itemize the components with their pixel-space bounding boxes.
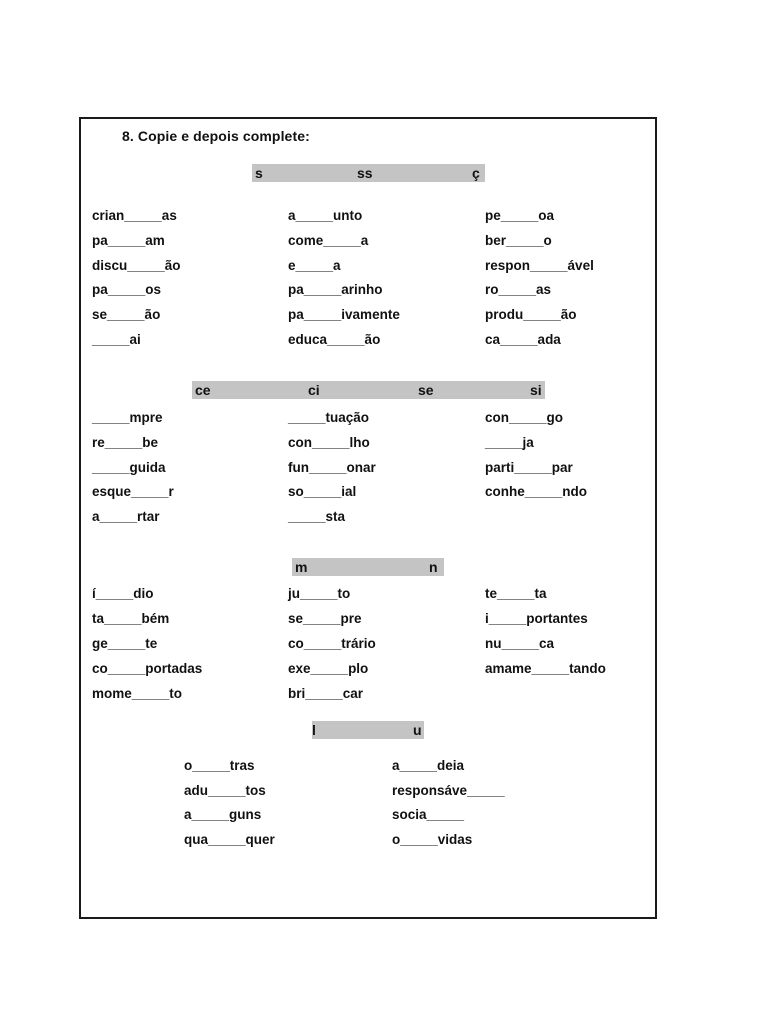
fill-in-word: _____guida: [92, 459, 166, 475]
fill-in-word: a_____unto: [288, 208, 363, 223]
fill-in-word: pa_____arinho: [288, 282, 383, 298]
fill-in-word: come_____a: [288, 232, 369, 248]
fill-in-word: conhe_____ndo: [485, 484, 588, 500]
letter-band: [252, 164, 485, 182]
letter-band: [292, 558, 444, 576]
fill-in-word: ber_____o: [485, 232, 552, 248]
fill-in-word: pe_____oa: [485, 208, 555, 223]
fill-in-word: i_____portantes: [485, 611, 588, 626]
fill-in-word: pa_____ivamente: [288, 307, 400, 323]
fill-in-word: mome_____to: [92, 686, 183, 701]
band-letter: ç: [472, 165, 480, 181]
fill-in-word: adu_____tos: [184, 782, 266, 798]
fill-in-word: nu_____ca: [485, 636, 555, 651]
fill-in-word: a_____guns: [184, 807, 262, 823]
band-letter: ci: [308, 382, 320, 398]
fill-in-word: bri_____car: [288, 686, 364, 701]
fill-in-word: a_____rtar: [92, 509, 160, 525]
fill-in-word: ta_____bém: [92, 611, 170, 626]
fill-in-word: qua_____quer: [184, 831, 275, 847]
fill-in-word: produ_____ão: [485, 307, 577, 323]
band-letter: si: [530, 382, 542, 398]
band-letter: m: [295, 559, 308, 575]
band-letter: s: [255, 165, 263, 181]
letter-band: [312, 721, 424, 739]
fill-in-word: fun_____onar: [288, 459, 376, 475]
fill-in-word: ro_____as: [485, 282, 552, 298]
band-letter: l: [312, 722, 316, 738]
fill-in-word: te_____ta: [485, 586, 547, 601]
fill-in-word: responsáve_____: [392, 782, 505, 798]
letter-band: [192, 381, 545, 399]
band-letter: ce: [195, 382, 211, 398]
fill-in-word: ju_____to: [288, 586, 351, 601]
fill-in-word: ca_____ada: [485, 332, 561, 347]
fill-in-word: exe_____plo: [288, 661, 369, 676]
fill-in-word: co_____portadas: [92, 661, 203, 676]
fill-in-word: _____ja: [485, 434, 534, 450]
band-letter: ss: [357, 165, 373, 181]
fill-in-word: _____sta: [288, 509, 346, 525]
exercise-title: 8. Copie e depois complete:: [122, 128, 310, 144]
fill-in-word: respon_____ável: [485, 257, 594, 273]
fill-in-word: parti_____par: [485, 459, 573, 475]
fill-in-word: discu_____ão: [92, 257, 181, 273]
fill-in-word: _____mpre: [92, 410, 163, 425]
fill-in-word: amame_____tando: [485, 661, 606, 676]
fill-in-word: crian_____as: [92, 208, 177, 223]
fill-in-word: a_____deia: [392, 758, 465, 773]
fill-in-word: re_____be: [92, 434, 159, 450]
fill-in-word: o_____tras: [184, 758, 255, 773]
fill-in-word: í_____dio: [92, 586, 154, 601]
fill-in-word: co_____trário: [288, 636, 376, 651]
fill-in-word: pa_____os: [92, 282, 162, 298]
fill-in-word: _____tuação: [288, 410, 370, 425]
fill-in-word: con_____go: [485, 410, 564, 425]
fill-in-word: educa_____ão: [288, 332, 381, 347]
fill-in-word: con_____lho: [288, 434, 370, 450]
fill-in-word: ge_____te: [92, 636, 158, 651]
fill-in-word: esque_____r: [92, 484, 174, 500]
fill-in-word: e_____a: [288, 257, 341, 273]
fill-in-word: pa_____am: [92, 232, 165, 248]
band-letter: u: [413, 722, 422, 738]
band-letter: se: [418, 382, 434, 398]
fill-in-word: se_____pre: [288, 611, 362, 626]
fill-in-word: o_____vidas: [392, 831, 473, 847]
fill-in-word: socia_____: [392, 807, 465, 823]
band-letter: n: [429, 559, 438, 575]
fill-in-word: _____ai: [92, 332, 141, 347]
fill-in-word: se_____ão: [92, 307, 161, 323]
fill-in-word: so_____ial: [288, 484, 357, 500]
